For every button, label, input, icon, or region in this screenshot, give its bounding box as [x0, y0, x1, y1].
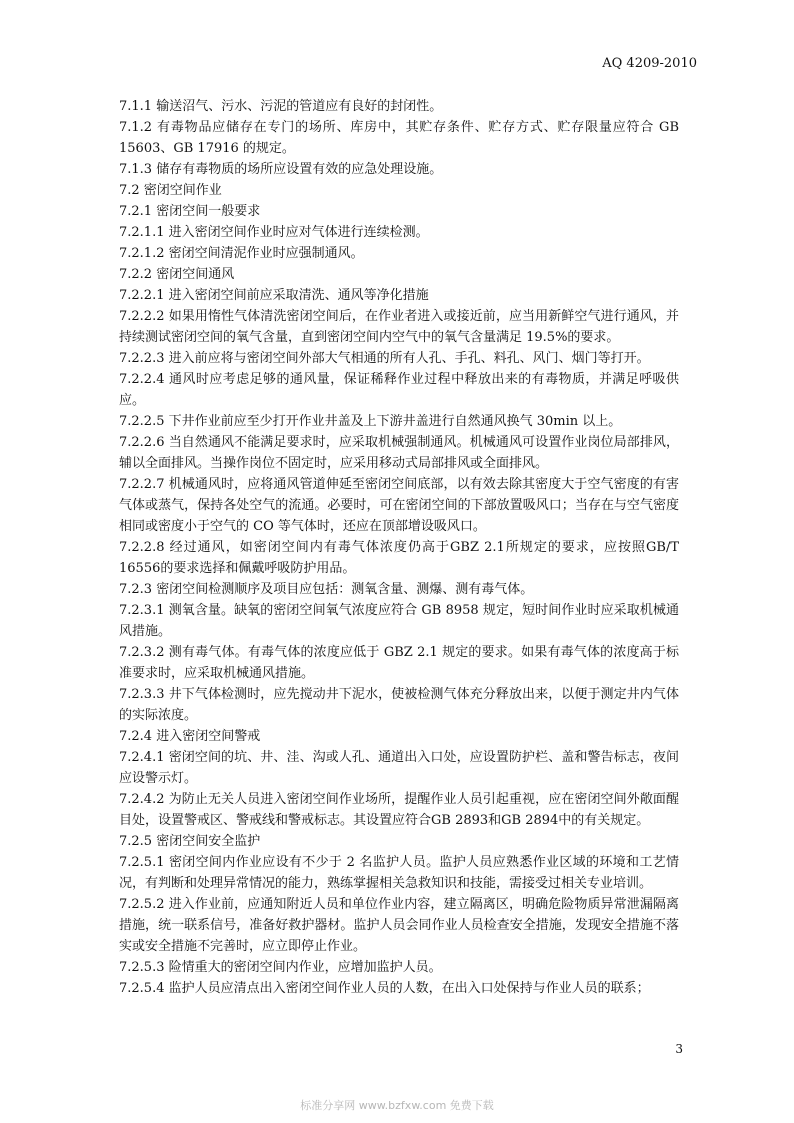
paragraph-7-2-5-1: 7.2.5.1 密闭空间内作业应设有不少于 2 名监护人员。监护人员应熟悉作业区域的环境和工艺情况，有判断和处理异常情况的能力，熟练掌握相关急救知识和技能，需接受过相关专业培训。	[119, 855, 679, 891]
section-heading-7-2-4: 7.2.4 进入密闭空间警戒	[119, 729, 261, 744]
section-heading-7-2-2: 7.2.2 密闭空间通风	[119, 267, 235, 282]
paragraph-7-2-2-3: 7.2.2.3 进入前应将与密闭空间外部大气相通的所有人孔、手孔、料孔、风门、烟门等打开。	[119, 351, 650, 366]
paragraph-7-2-3-2: 7.2.3.2 测有毒气体。有毒气体的浓度应低于 GBZ 2.1 规定的要求。如果有毒气体的浓度高于标准要求时，应采取机械通风措施。	[119, 645, 679, 681]
document-body	[119, 96, 679, 999]
footer-watermark: 标准分享网 www.bzfxw.com 免费下载	[300, 1099, 494, 1112]
paragraph-7-2-5-3: 7.2.5.3 险情重大的密闭空间内作业，应增加监护人员。	[119, 960, 442, 975]
paragraph-7-1-2: 7.1.2 有毒物品应储存在专门的场所、库房中，其贮存条件、贮存方式、贮存限量应符合 GB 15603、GB 17916 的规定。	[119, 120, 679, 156]
paragraph-7-2-1-1: 7.2.1.1 进入密闭空间作业时应对气体进行连续检测。	[119, 225, 429, 240]
section-heading-7-2-5: 7.2.5 密闭空间安全监护	[119, 834, 261, 849]
paragraph-7-2-3-1: 7.2.3.1 测氧含量。缺氧的密闭空间氧气浓度应符合 GB 8958 规定，短时间作业时应采取机械通风措施。	[119, 603, 679, 639]
paragraph-7-2-1-2: 7.2.1.2 密闭空间清泥作业时应强制通风。	[119, 246, 364, 261]
paragraph-7-2-4-1: 7.2.4.1 密闭空间的坑、井、洼、沟或人孔、通道出入口处，应设置防护栏、盖和警告标志，夜间应设警示灯。	[119, 750, 679, 786]
paragraph-7-2-4-2: 7.2.4.2 为防止无关人员进入密闭空间作业场所，提醒作业人员引起重视，应在密闭空间外敞面醒目处，设置警戒区、警戒线和警戒标志。其设置应符合GB 2893和GB 2894中的有关规定。	[119, 792, 679, 828]
paragraph-7-2-2-5: 7.2.2.5 下井作业前应至少打开作业井盖及上下游井盖进行自然通风换气 30min 以上。	[119, 414, 622, 429]
paragraph-7-2-2-4: 7.2.2.4 通风时应考虑足够的通风量，保证稀释作业过程中释放出来的有毒物质，并满足呼吸供应。	[119, 372, 679, 408]
paragraph-7-2-2-8: 7.2.2.8 经过通风，如密闭空间内有毒气体浓度仍高于GBZ 2.1所规定的要求，应按照GB/T 16556的要求选择和佩戴呼吸防护用品。	[119, 540, 679, 576]
paragraph-7-1-3: 7.1.3 储存有毒物质的场所应设置有效的应急处理设施。	[119, 162, 443, 177]
page-number: 3	[675, 1042, 683, 1056]
section-heading-7-2: 7.2 密闭空间作业	[119, 183, 222, 198]
paragraph-7-2-2-7: 7.2.2.7 机械通风时，应将通风管道伸延至密闭空间底部，以有效去除其密度大于空气密度的有害气体或蒸气，保持各处空气的流通。必要时，可在密闭空间的下部放置吸风口；当存在与空气密度相同或密度小于空气的 CO 等气体时，还应在顶部增设吸风口。	[119, 477, 679, 534]
paragraph-7-2-2-1: 7.2.2.1 进入密闭空间前应采取清洗、通风等净化措施	[119, 288, 429, 303]
standard-code: AQ 4209-2010	[602, 56, 697, 71]
paragraph-7-2-2-6: 7.2.2.6 当自然通风不能满足要求时，应采取机械强制通风。机械通风可设置作业岗位局部排风，辅以全面排风。当操作岗位不固定时，应采用移动式局部排风或全面排风。	[119, 435, 679, 471]
section-heading-7-2-3: 7.2.3 密闭空间检测顺序及项目应包括：测氧含量、测爆、测有毒气体。	[119, 582, 534, 597]
paragraph-7-2-2-2: 7.2.2.2 如果用惰性气体清洗密闭空间后，在作业者进入或接近前，应当用新鲜空气进行通风，并持续测试密闭空间的氧气含量，直到密闭空间内空气中的氧气含量满足 19.5%的要求。	[119, 309, 679, 345]
paragraph-7-2-3-3: 7.2.3.3 井下气体检测时，应先搅动井下泥水，使被检测气体充分释放出来，以便于测定井内气体的实际浓度。	[119, 687, 679, 723]
paragraph-7-1-1: 7.1.1 输送沼气、污水、污泥的管道应有良好的封闭性。	[119, 99, 443, 114]
section-heading-7-2-1: 7.2.1 密闭空间一般要求	[119, 204, 261, 219]
paragraph-7-2-5-4: 7.2.5.4 监护人员应清点出入密闭空间作业人员的人数，在出入口处保持与作业人员的联系；	[119, 981, 650, 996]
paragraph-7-2-5-2: 7.2.5.2 进入作业前，应通知附近人员和单位作业内容，建立隔离区，明确危险物质异常泄漏隔离措施，统一联系信号，准备好救护器材。监护人员会同作业人员检查安全措施，发现安全措施不落实或安全措施不完善时，应立即停止作业。	[119, 897, 679, 954]
